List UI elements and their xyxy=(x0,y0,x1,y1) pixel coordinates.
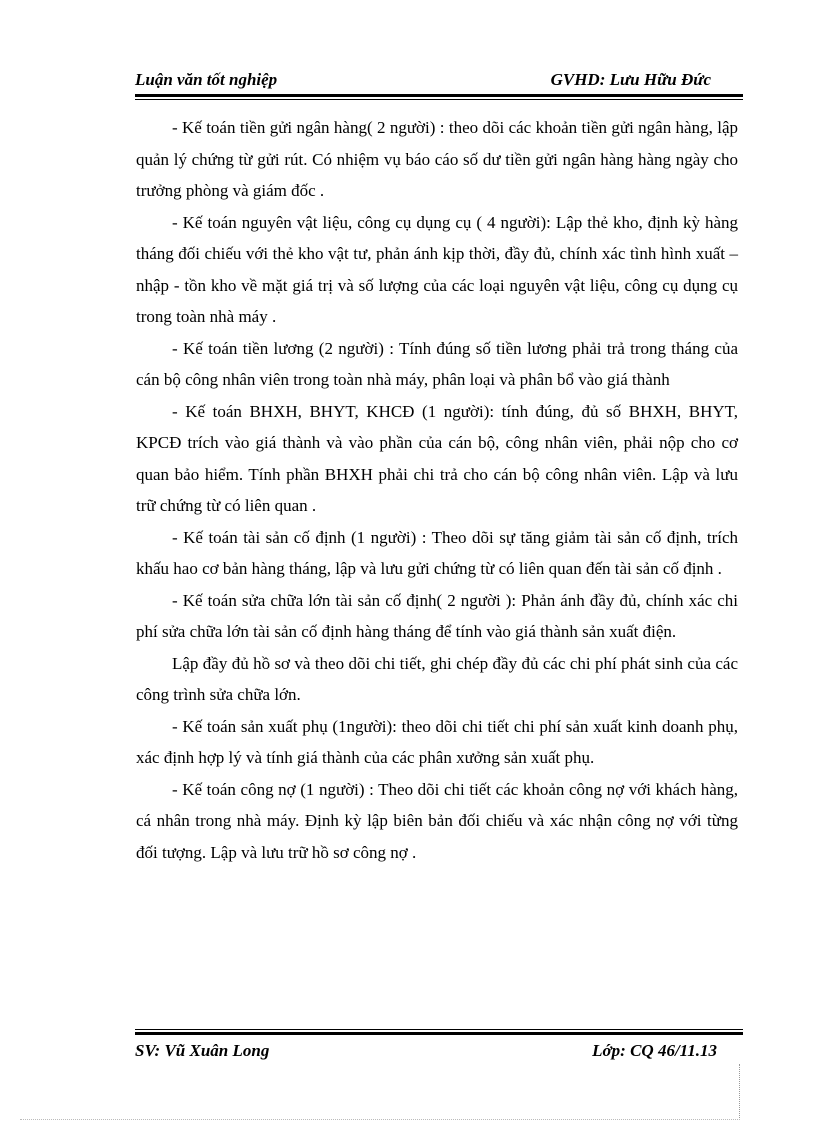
footer-rule-thin xyxy=(135,1029,743,1030)
page-corner-mark-vertical xyxy=(739,1064,741,1120)
footer-rule-thick xyxy=(135,1032,743,1035)
page-footer xyxy=(135,1041,743,1065)
header-rule-thin xyxy=(135,99,743,100)
paragraph-repair-records: Lập đầy đủ hồ sơ và theo dõi chi tiết, ghi chép đầy đủ các chi phí phát sinh của các công trình sửa chữa lớn. xyxy=(136,653,738,704)
page-corner-mark-horizontal xyxy=(20,1119,740,1121)
page-header xyxy=(135,70,743,94)
footer-student-name: SV: Vũ Xuân Long xyxy=(135,1041,270,1060)
paragraph-major-repair-accounting: - Kế toán sửa chữa lớn tài sản cố định( 2 người ): Phản ánh đầy đủ, chính xác chi phí sửa chữa lớn tài sản cố định hàng tháng để tính vào giá thành sản xuất điện. xyxy=(136,590,738,641)
paragraph-materials-accounting: - Kế toán nguyên vật liệu, công cụ dụng cụ ( 4 người): Lập thẻ kho, định kỳ hàng tháng đối chiếu với thẻ kho vật tư, phản ánh kịp thời, đầy đủ, chính xác tình hình xuất – nhập - tồn kho về mặt giá trị và số lượng của các loại nguyên vật liệu, công cụ dụng cụ trong toàn nhà máy . xyxy=(136,212,738,326)
header-rule-thick xyxy=(135,94,743,97)
paragraph-fixed-assets-accounting: - Kế toán tài sản cố định (1 người) : Theo dõi sự tăng giảm tài sản cố định, trích khấu hao cơ bản hàng tháng, lập và lưu gửi chứng từ có liên quan đến tài sản cố định . xyxy=(136,527,738,578)
footer-class-code: Lớp: CQ 46/11.13 xyxy=(592,1041,717,1060)
paragraph-bank-deposit-accounting: - Kế toán tiền gửi ngân hàng( 2 người) : theo dõi các khoản tiền gửi ngân hàng, lập quản lý chứng từ gửi rút. Có nhiệm vụ báo cáo số dư tiền gửi ngân hàng hàng ngày cho trưởng phòng và giám đốc . xyxy=(136,118,738,200)
header-supervisor: GVHD: Lưu Hữu Đức xyxy=(550,70,711,89)
paragraph-insurance-accounting: - Kế toán BHXH, BHYT, KHCĐ (1 người): tính đúng, đủ số BHXH, BHYT, KPCĐ trích vào giá thành và vào phần của cán bộ, công nhân viên, phải nộp cho cơ quan bảo hiểm. Tính phần BHXH phải chi trả cho cán bộ công nhân viên. Lập và lưu trữ chứng từ có liên quan . xyxy=(136,401,738,515)
header-thesis-title: Luận văn tốt nghiệp xyxy=(135,70,278,89)
paragraph-salary-accounting: - Kế toán tiền lương (2 người) : Tính đúng số tiền lương phải trả trong tháng của cán bộ công nhân viên trong toàn nhà máy, phân loại và phân bổ vào giá thành xyxy=(136,338,738,389)
body-text xyxy=(136,112,738,868)
paragraph-auxiliary-production-accounting: - Kế toán sản xuất phụ (1người): theo dõi chi tiết chi phí sản xuất kinh doanh phụ, xác định hợp lý và tính giá thành của các phân xưởng sản xuất phụ. xyxy=(136,716,738,767)
paragraph-receivables-accounting: - Kế toán công nợ (1 người) : Theo dõi chi tiết các khoản công nợ với khách hàng, cá nhân trong nhà máy. Định kỳ lập biên bản đối chiếu và xác nhận công nợ với từng đối tượng. Lập và lưu trữ hồ sơ công nợ . xyxy=(136,779,738,862)
